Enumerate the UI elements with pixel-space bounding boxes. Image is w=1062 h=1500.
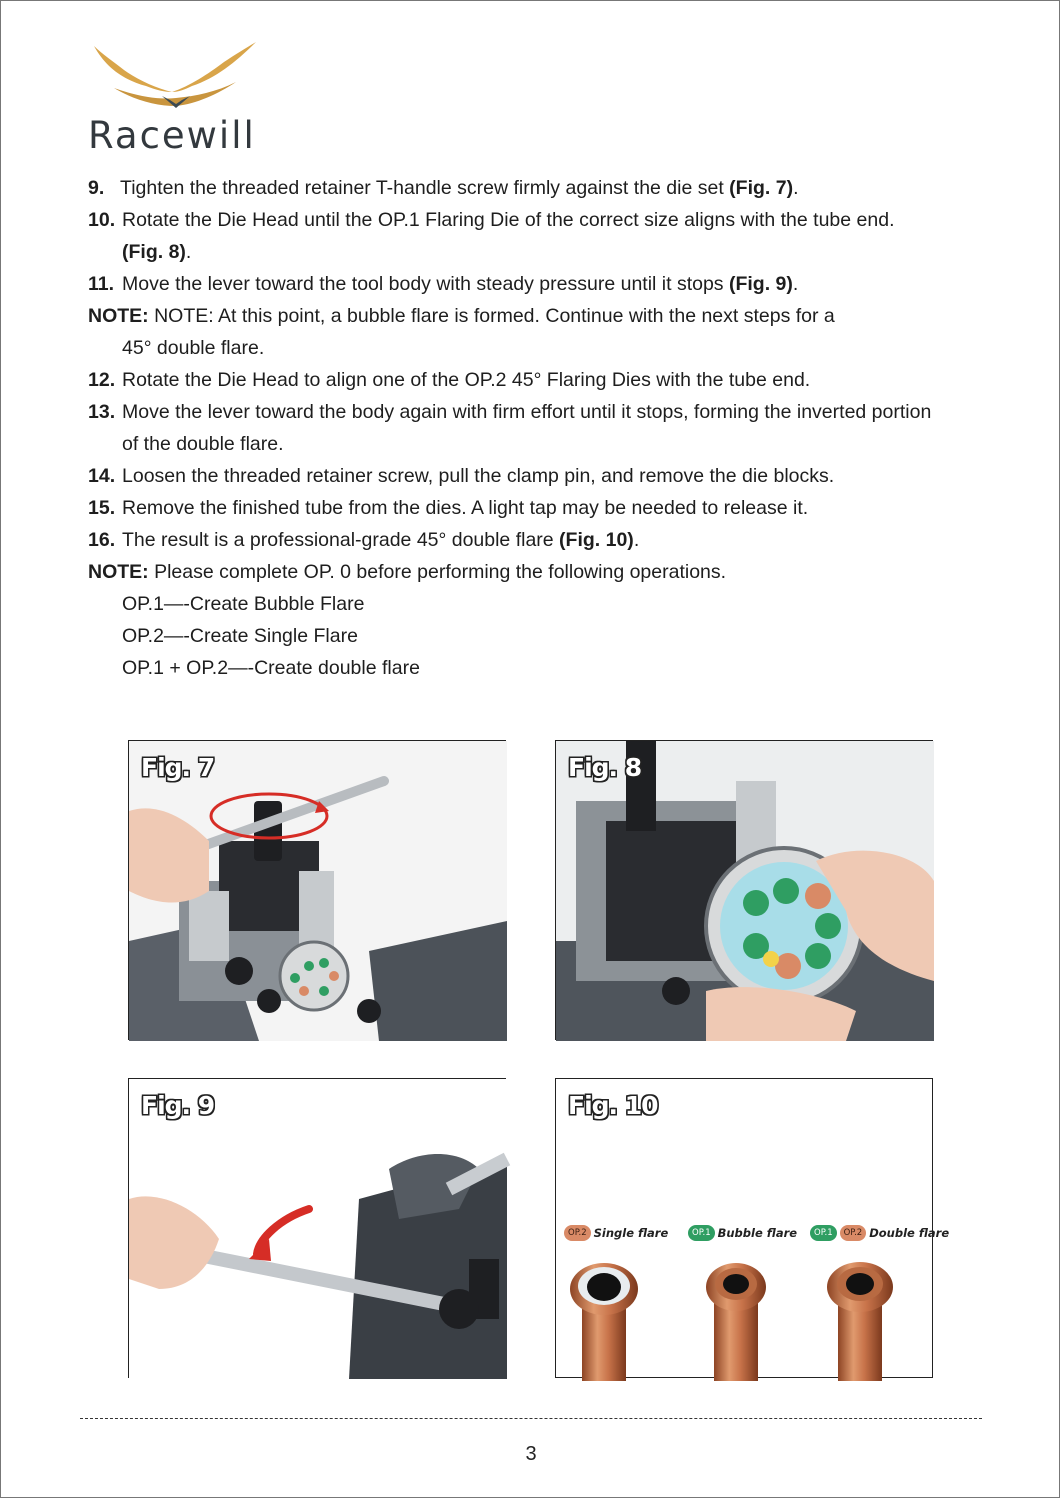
note-1 <box>88 300 988 332</box>
step-text: The result is a professional-grade 45° double flare <box>122 529 560 551</box>
flaring-tool-tighten-illustration <box>129 741 507 1041</box>
eagle-logo-icon <box>86 40 266 120</box>
op-item: OP.1—-Create Bubble Flare <box>122 593 365 615</box>
figure-label: Fig. 10 <box>568 1091 658 1120</box>
note-text: Please complete OP. 0 before performing the following operations. <box>148 561 727 583</box>
step-10 <box>88 204 988 236</box>
instructions <box>88 172 988 684</box>
step-11 <box>88 268 988 300</box>
step-number: 14. <box>88 465 116 487</box>
figure-7 <box>128 740 506 1040</box>
op2-badge: OP.2 <box>840 1225 867 1241</box>
step-end: . <box>185 241 192 263</box>
step-number: 11. <box>88 273 115 295</box>
step-text: Rotate the Die Head until the OP.1 Flaring Die of the correct size aligns with the tube end. <box>122 209 895 231</box>
footer-divider <box>80 1418 982 1419</box>
figure-label: Fig. 9 <box>141 1091 215 1120</box>
figure-10 <box>555 1078 950 1378</box>
step-12 <box>88 364 988 396</box>
figure-ref: (Fig. 8) <box>122 241 186 263</box>
figure-label: Fig. 8 <box>568 753 642 782</box>
lever-press-illustration <box>129 1079 507 1379</box>
step-end: . <box>793 177 799 199</box>
step-end: . <box>633 529 640 551</box>
step-16 <box>88 524 988 556</box>
step-number: 16. <box>88 529 116 551</box>
note-text: NOTE: At this point, a bubble flare is formed. Continue with the next steps for a <box>148 305 835 327</box>
step-text: Move the lever toward the body again with firm effort until it stops, forming the inverted portion <box>122 401 932 423</box>
step-text: of the double flare. <box>122 433 284 455</box>
step-text: Loosen the threaded retainer screw, pull the clamp pin, and remove the die blocks. <box>122 465 835 487</box>
flare-type-text: Double flare <box>869 1226 950 1240</box>
figure-9 <box>128 1078 506 1378</box>
op-item: OP.2—-Create Single Flare <box>122 625 358 647</box>
die-head-rotate-illustration <box>556 741 934 1041</box>
brand-name: Racewill <box>88 114 256 157</box>
step-text: Rotate the Die Head to align one of the OP.2 45° Flaring Dies with the tube end. <box>122 369 811 391</box>
step-number: 15. <box>88 497 116 519</box>
op2-badge: OP.2 <box>564 1225 591 1241</box>
figure-ref: (Fig. 9) <box>728 273 793 295</box>
step-14 <box>88 460 988 492</box>
step-number: 10. <box>88 209 116 231</box>
step-15 <box>88 492 988 524</box>
op-item: OP.1 + OP.2—-Create double flare <box>122 657 420 679</box>
flared-tubes-illustration <box>556 1079 934 1379</box>
note-1-continued <box>88 332 988 364</box>
op1-badge: OP.1 <box>688 1225 715 1241</box>
step-number: 9. <box>88 177 105 199</box>
note-label: NOTE: <box>88 305 149 327</box>
page-number: 3 <box>525 1443 537 1465</box>
note-text: 45° double flare. <box>122 337 265 359</box>
flare-type-text: Bubble flare <box>717 1226 798 1240</box>
step-number: 13. <box>88 401 116 423</box>
figure-ref: (Fig. 10) <box>559 529 634 551</box>
step-13 <box>88 396 988 428</box>
step-end: . <box>792 273 799 295</box>
note-label: NOTE: <box>88 561 149 583</box>
figure-label: Fig. 7 <box>141 753 215 782</box>
step-text: Remove the finished tube from the dies. A light tap may be needed to release it. <box>122 497 809 519</box>
flare-type-text: Single flare <box>593 1226 669 1240</box>
figure-ref: (Fig. 7) <box>729 177 794 199</box>
step-9 <box>88 172 988 204</box>
note-2 <box>88 556 988 588</box>
step-10-continued <box>88 236 988 268</box>
step-text: Move the lever toward the tool body with steady pressure until it stops <box>122 273 729 295</box>
op1-badge: OP.1 <box>810 1225 837 1241</box>
figure-8 <box>555 740 933 1040</box>
step-text: Tighten the threaded retainer T-handle screw firmly against the die set <box>120 177 730 199</box>
step-13-continued <box>88 428 988 460</box>
step-number: 12. <box>88 369 116 391</box>
